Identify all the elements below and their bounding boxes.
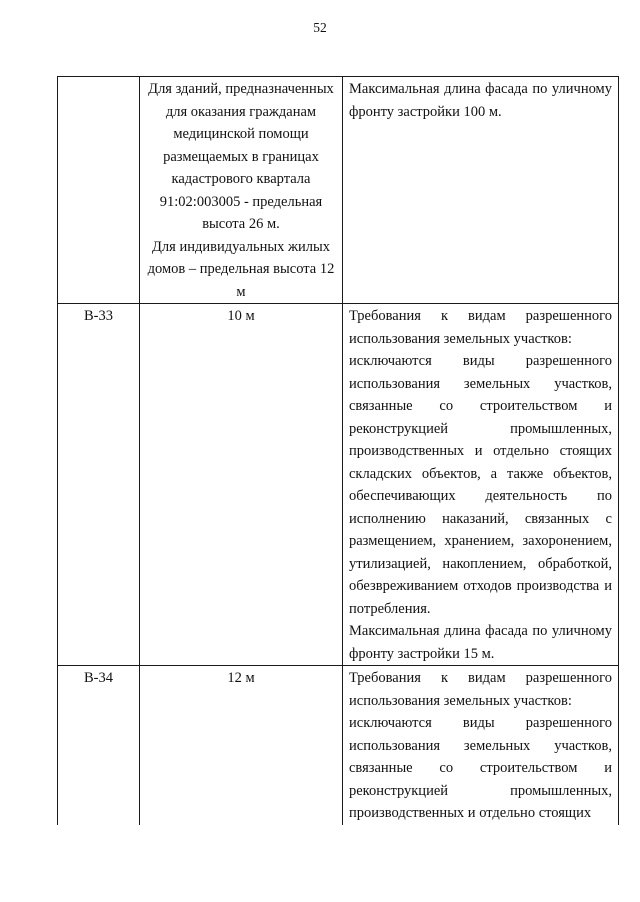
requirements-text: Максимальная длина фасада по уличному фронту застройки 15 м. (349, 623, 612, 662)
height-cell (140, 77, 343, 304)
requirements-text: исключаются виды разрешенного использования земельных участков, связанные со строительством и реконструкцией промышленных, производственных и отдельно стоящих (349, 715, 612, 821)
table-row (58, 666, 619, 826)
table-row (58, 304, 619, 666)
requirements-text: Требования к видам разрешенного использования земельных участков: (349, 670, 612, 709)
page-number: 52 (313, 20, 327, 35)
requirements-cell (343, 77, 619, 304)
zone-code-cell (58, 77, 140, 304)
requirements-text: Требования к видам разрешенного использования земельных участков: (349, 308, 612, 347)
height-text: Для индивидуальных жилых домов – предельная высота 12 м (147, 238, 335, 300)
requirements-text: исключаются виды разрешенного использования земельных участков, связанные со строительством и реконструкцией промышленных, производственных и отдельно стоящих складских объектов, а также объектов, обеспечивающих деятельность по исполнению наказаний, связанных с размещением, хранением, захоронением, утилизацией, накоплением, обработкой, обезвреживанием отходов производства и потребления. (349, 353, 612, 617)
requirements-cell (343, 666, 619, 826)
height-text: Для зданий, предназначенных для оказания гражданам медицинской помощи размещаемых в границах кадастрового квартала 91:02:003005 - предельная высота 26 м. (148, 81, 334, 232)
height-cell (140, 304, 343, 666)
requirements-text: Максимальная длина фасада по уличному фронту застройки 100 м. (349, 81, 612, 120)
height-text: 10 м (227, 308, 255, 324)
zone-code-cell: В-34 (58, 666, 140, 826)
requirements-cell (343, 304, 619, 666)
table-row (58, 77, 619, 304)
height-cell (140, 666, 343, 826)
height-text: 12 м (227, 670, 255, 686)
zoning-table (57, 76, 619, 825)
zone-code-cell: В-33 (58, 304, 140, 666)
